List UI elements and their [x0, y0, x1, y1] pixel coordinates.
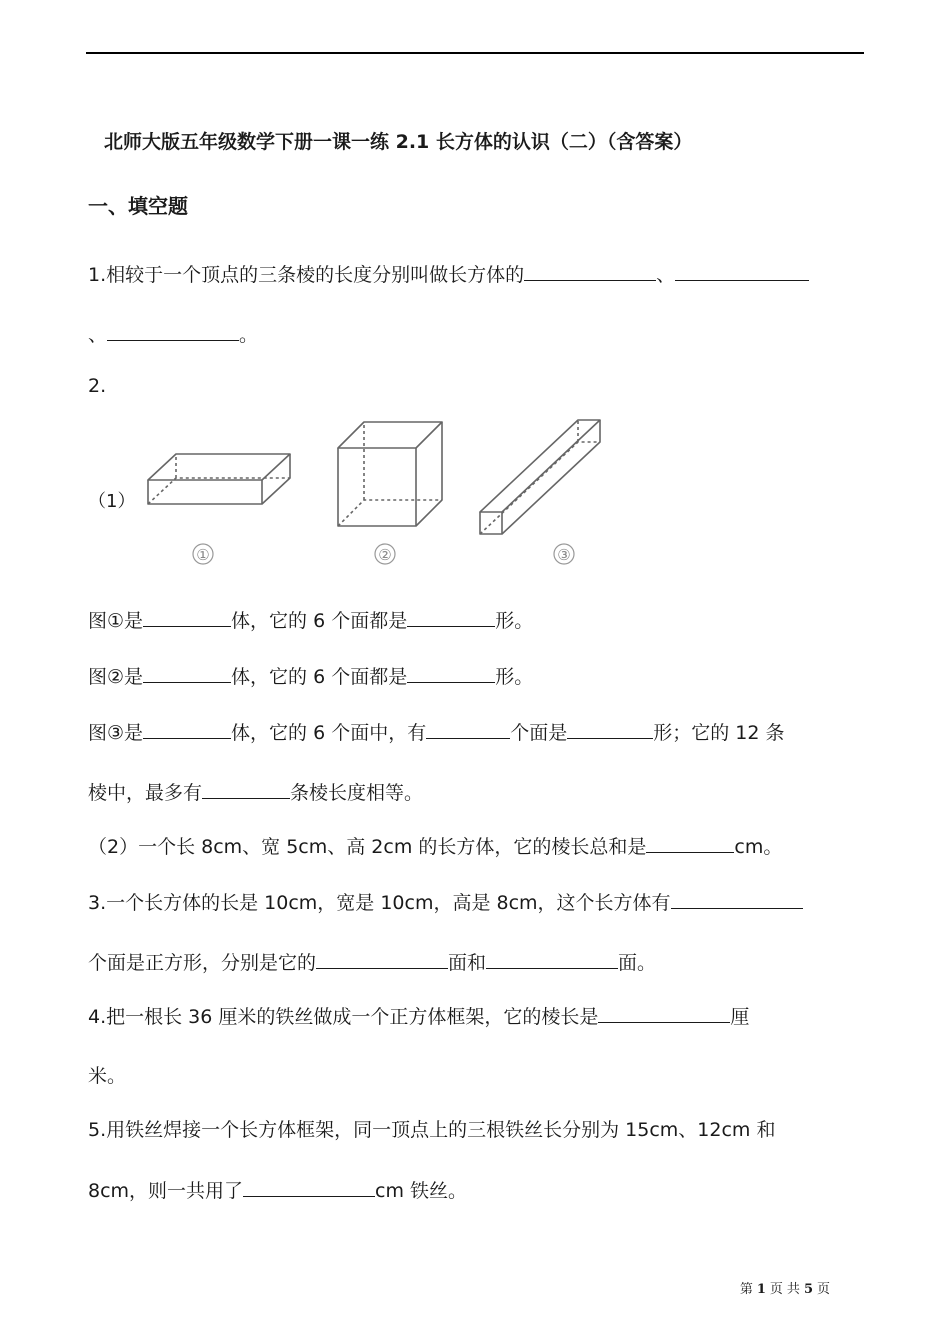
question-1-line-1 [88, 262, 809, 287]
q1-separator: 、 [656, 264, 676, 286]
q4-text: 厘 [730, 1006, 750, 1028]
q3-text: 个面是正方形，分别是它的 [88, 952, 317, 974]
footer-text: 第 [739, 1282, 753, 1297]
question-2-line-2 [88, 664, 533, 689]
question-5-line-1: 5.用铁丝焊接一个长方体框架，同一顶点上的三根铁丝长分别为 15cm、12cm 和 [88, 1119, 776, 1141]
question-2-line-3 [88, 720, 785, 745]
footer-text: 页 [769, 1282, 783, 1297]
page-number: 1 [756, 1282, 766, 1297]
section-heading: 一、填空题 [88, 194, 188, 218]
answer-blank[interactable] [486, 950, 618, 969]
answer-blank[interactable] [598, 1004, 730, 1023]
q2-text: 图①是 [88, 610, 144, 632]
q2-text: 形；它的 12 条 [653, 722, 785, 744]
answer-blank[interactable] [675, 262, 809, 281]
q2-text: 图③是 [88, 722, 144, 744]
q2-text: 个面是 [510, 722, 568, 744]
answer-blank[interactable] [107, 322, 239, 341]
q1-end: 。 [239, 324, 259, 346]
question-2-line-1 [88, 608, 533, 633]
question-2-number: 2. [88, 375, 107, 397]
footer-text: 共 [786, 1282, 800, 1297]
question-3-line-1 [88, 890, 803, 915]
footer-text: 页 [816, 1282, 830, 1297]
page-total: 5 [803, 1282, 813, 1297]
q2-text: 体，它的 6 个面都是 [231, 666, 408, 688]
part-1-label: （1） [88, 491, 136, 512]
cuboid-figures [140, 410, 610, 580]
q3-text: 3.一个长方体的长是 10cm，宽是 10cm，高是 8cm，这个长方体有 [88, 892, 671, 914]
figure-label-2: ② [378, 546, 392, 564]
q2-text: 体，它的 6 个面都是 [231, 610, 408, 632]
q2-text: 形。 [495, 610, 534, 632]
answer-blank[interactable] [243, 1178, 375, 1197]
figure-label-3: ③ [557, 546, 571, 564]
flat-cuboid-figure [148, 454, 290, 504]
q2-text: （2）一个长 8cm、宽 5cm、高 2cm 的长方体，它的棱长总和是 [88, 836, 647, 858]
answer-blank[interactable] [567, 720, 653, 739]
figure-label-1: ① [196, 546, 210, 564]
answer-blank[interactable] [143, 720, 231, 739]
answer-blank[interactable] [407, 664, 495, 683]
answer-blank[interactable] [524, 262, 656, 281]
answer-blank[interactable] [316, 950, 448, 969]
answer-blank[interactable] [646, 834, 734, 853]
question-4-line-2: 米。 [88, 1065, 127, 1087]
q5-text: 8cm，则一共用了 [88, 1180, 244, 1202]
answer-blank[interactable] [671, 890, 803, 909]
answer-blank[interactable] [407, 608, 495, 627]
q1-separator: 、 [88, 324, 108, 346]
q2-text: 图②是 [88, 666, 144, 688]
long-bar-figure [480, 420, 600, 534]
q3-text: 面。 [618, 952, 657, 974]
question-2-part-2 [88, 834, 782, 859]
answer-blank[interactable] [426, 720, 510, 739]
q4-text: 4.把一根长 36 厘米的铁丝做成一个正方体框架，它的棱长是 [88, 1006, 599, 1028]
q2-text: cm。 [734, 836, 783, 858]
q1-text: 1.相较于一个顶点的三条棱的长度分别叫做长方体的 [88, 264, 525, 286]
question-3-line-2 [88, 950, 656, 975]
page-footer [738, 1278, 832, 1297]
q2-text: 棱中，最多有 [88, 782, 203, 804]
answer-blank[interactable] [143, 608, 231, 627]
q5-text: cm 铁丝。 [375, 1180, 468, 1202]
question-1-line-2 [88, 322, 258, 347]
question-4-line-1 [88, 1004, 749, 1029]
question-2-line-4 [88, 780, 423, 805]
q3-text: 面和 [448, 952, 487, 974]
q2-text: 条棱长度相等。 [290, 782, 424, 804]
q2-text: 体，它的 6 个面中，有 [231, 722, 427, 744]
q2-text: 形。 [495, 666, 534, 688]
answer-blank[interactable] [202, 780, 290, 799]
answer-blank[interactable] [143, 664, 231, 683]
page-title: 北师大版五年级数学下册一课一练 2.1 长方体的认识（二）（含答案） [104, 131, 693, 153]
question-5-line-2 [88, 1178, 467, 1203]
header-rule [86, 52, 864, 54]
cube-figure [338, 422, 442, 526]
